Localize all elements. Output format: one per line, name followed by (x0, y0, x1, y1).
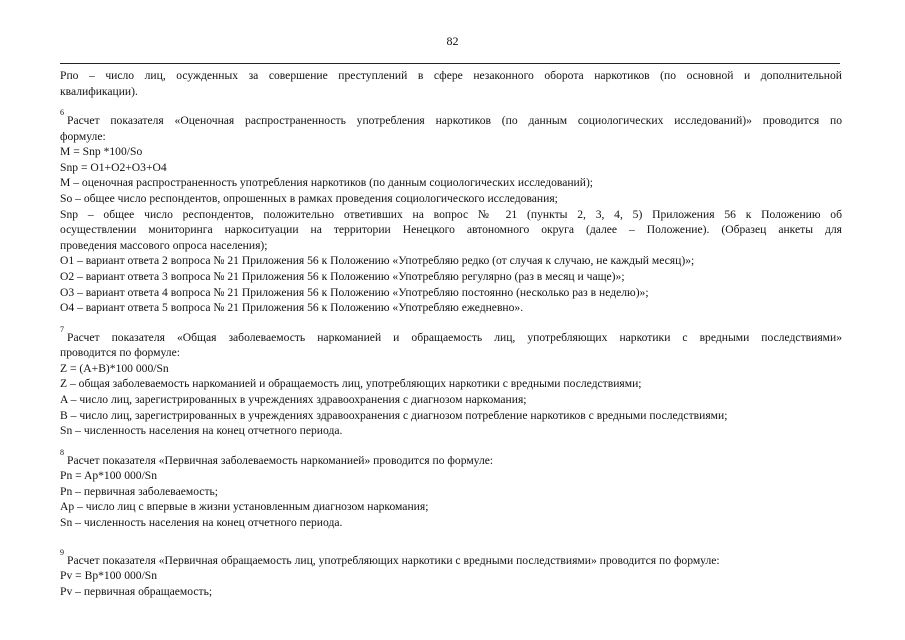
text-line: Pn – первичная заболеваемость; (60, 484, 219, 498)
formula: Pn = Ap*100 000/Sn (60, 469, 158, 483)
text-line: Pv – первичная обращаемость; (60, 584, 213, 598)
text-line: формуле: (60, 129, 106, 143)
text-line: осуществлении мониторинга наркоситуации на территории Ненецкого автономного округа (далее – Положение). (Образец анкеты для (60, 223, 842, 237)
text-line: проведения массового опроса населения); (60, 238, 268, 252)
text-line: A – число лиц, зарегистрированных в учреждениях здравоохранения с диагнозом наркомания; (60, 393, 527, 406)
text-line: Рпо – число лиц, осужденных за совершение преступлений в сфере незаконного оборота наркотиков (по основной и дополнительной (60, 69, 842, 82)
footnote-marker: 7 (60, 325, 64, 334)
text-line: $^7$Расчет показателя «Общая заболеваемость наркоманией и обращаемость лиц, употребляющих наркотики с вредными последствиями» (60, 325, 842, 344)
footnote-marker: 9 (60, 548, 64, 557)
text-line: O1 – вариант ответа 2 вопроса № 21 Приложения 56 к Положению «Употребляю редко (от случая к случаю, не каждый месяц)»; (60, 254, 695, 268)
text-line: Sn – численность населения на конец отчетного периода. (60, 516, 343, 530)
text-line: Ap – число лиц с впервые в жизни установленным диагнозом наркомания; (60, 500, 429, 514)
text-line: Sn – численность населения на конец отчетного периода. (60, 424, 343, 438)
text-line: O3 – вариант ответа 4 вопроса № 21 Приложения 56 к Положению «Употребляю постоянно (несколько раз в неделю)»; (60, 285, 649, 299)
footnote-9 (60, 549, 842, 600)
footnote-6 (60, 109, 842, 316)
document-body (60, 68, 842, 599)
formula: Pv = Bp*100 000/Sn (60, 569, 158, 583)
formula: M = Snp *100/So (60, 145, 143, 159)
text-line: Z – общая заболеваемость наркоманией и обращаемость лиц, употребляющих наркотики с вредными последствиями; (60, 377, 642, 391)
footnote-7 (60, 326, 842, 439)
text-line: $^6$Расчет показателя «Оценочная распространенность употребления наркотиков (по данным социологических исследований)» проводится по (60, 109, 842, 128)
footnote-marker: 8 (60, 448, 64, 457)
text-line: M – оценочная распространенность употребления наркотиков (по данным социологических исследований); (60, 176, 594, 190)
text-line: So – общее число респондентов, опрошенных в рамках проведения социологического исследования; (60, 192, 558, 206)
text-line: O2 – вариант ответа 3 вопроса № 21 Приложения 56 к Положению «Употребляю регулярно (раз в месяц и чаще)»; (60, 269, 625, 283)
text-line: O4 – вариант ответа 5 вопроса № 21 Приложения 56 к Положению «Употребляю ежедневно». (60, 301, 524, 315)
text-line: проводится по формуле: (60, 346, 180, 360)
text-line: B – число лиц, зарегистрированных в учреждениях здравоохранения с диагнозом потребление наркотиков с вредными последствиями; (60, 408, 728, 422)
formula: Z = (A+B)*100 000/Sn (60, 361, 169, 375)
text-line: $^8$Расчет показателя «Первичная заболеваемость наркоманией» проводится по формуле: (60, 448, 494, 467)
page-number: 82 (446, 34, 459, 48)
text-line: квалификации). (60, 84, 138, 98)
header-rule (60, 63, 840, 64)
text-line: Snp – общее число респондентов, положительно ответивших на вопрос № 21 (пункты 2, 3, 4, 5) Приложения 56 к Положению об (60, 207, 842, 221)
footnote-8 (60, 449, 842, 531)
formula: Snp = O1+O2+O3+O4 (60, 160, 167, 174)
text-line: $^9$Расчет показателя «Первичная обращаемость лиц, употребляющих наркотики с вредными последствиями» проводится по формуле: (60, 548, 720, 567)
footnote-marker: 6 (60, 109, 64, 118)
